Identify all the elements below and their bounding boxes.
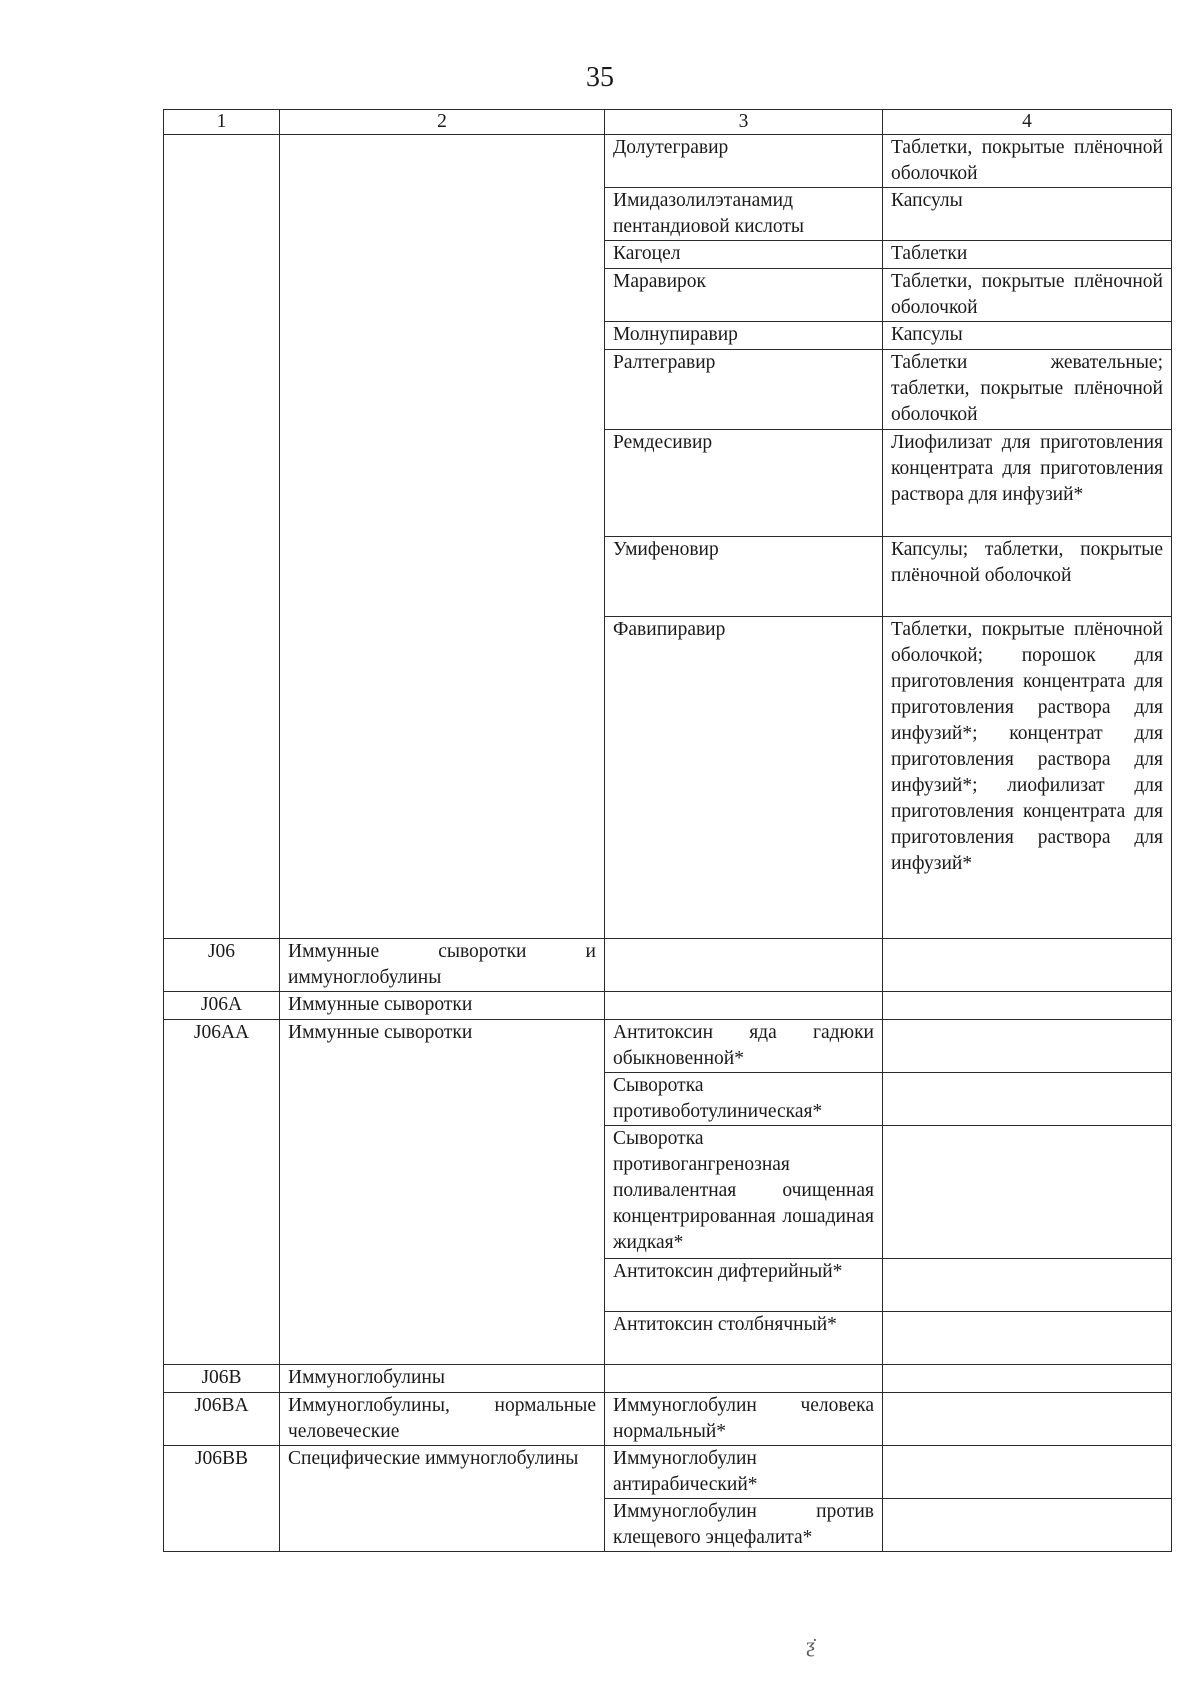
group-cell: Специфические иммуноглобулины bbox=[280, 1446, 605, 1552]
drug-cell: Долутегравир bbox=[605, 135, 883, 188]
dosage-form-cell bbox=[883, 992, 1172, 1020]
dosage-form-cell: Капсулы bbox=[883, 322, 1172, 350]
dosage-form-cell bbox=[883, 1312, 1172, 1365]
drug-cell: Молнупиравир bbox=[605, 322, 883, 350]
column-header-2: 2 bbox=[280, 110, 605, 135]
column-header-4: 4 bbox=[883, 110, 1172, 135]
group-cell: Иммуноглобулины, нормальные человеческие bbox=[280, 1393, 605, 1446]
drug-cell: Фавипиравир bbox=[605, 617, 883, 939]
dosage-form-cell bbox=[883, 939, 1172, 992]
table-row bbox=[164, 1393, 1172, 1446]
dosage-form-cell bbox=[883, 1126, 1172, 1259]
group-cell: Иммунные сыворотки bbox=[280, 992, 605, 1020]
atc-code-cell: J06AA bbox=[164, 1020, 280, 1365]
table-row bbox=[164, 992, 1172, 1020]
dosage-form-cell: Таблетки, покрытые плёночной оболочкой bbox=[883, 135, 1172, 188]
table-row bbox=[164, 939, 1172, 992]
drug-cell: Сыворотка противоботулиническая* bbox=[605, 1073, 883, 1126]
table-row bbox=[164, 1446, 1172, 1499]
dosage-form-cell: Капсулы; таблетки, покрытые плёночной оболочкой bbox=[883, 537, 1172, 617]
dosage-form-cell: Таблетки, покрытые плёночной оболочкой; порошок для приготовления концентрата для приготовления раствора для инфузий*; концентрат для приготовления раствора для инфузий*; лиофилизат для приготовления концентрата для приготовления раствора для инфузий* bbox=[883, 617, 1172, 939]
drug-cell: Иммуноглобулин против клещевого энцефалита* bbox=[605, 1499, 883, 1552]
drug-cell: Сыворотка противогангренозная поливалентная очищенная концентрированная лошадиная жидкая* bbox=[605, 1126, 883, 1259]
handwritten-mark: ƺ̇ bbox=[806, 1635, 815, 1657]
drug-cell: Антитоксин дифтерийный* bbox=[605, 1259, 883, 1312]
drug-cell bbox=[605, 939, 883, 992]
dosage-form-cell bbox=[883, 1446, 1172, 1499]
drug-cell: Антитоксин столбнячный* bbox=[605, 1312, 883, 1365]
drug-cell: Антитоксин яда гадюки обыкновенной* bbox=[605, 1020, 883, 1073]
drug-cell: Ремдесивир bbox=[605, 430, 883, 537]
dosage-form-cell: Лиофилизат для приготовления концентрата для приготовления раствора для инфузий* bbox=[883, 430, 1172, 537]
dosage-form-cell: Капсулы bbox=[883, 188, 1172, 241]
dosage-form-cell: Таблетки жевательные; таблетки, покрытые плёночной оболочкой bbox=[883, 350, 1172, 430]
medicines-table bbox=[163, 109, 1172, 1552]
drug-cell: Иммуноглобулин человека нормальный* bbox=[605, 1393, 883, 1446]
group-cell: Иммунные сыворотки и иммуноглобулины bbox=[280, 939, 605, 992]
dosage-form-cell: Таблетки, покрытые плёночной оболочкой bbox=[883, 269, 1172, 322]
dosage-form-cell bbox=[883, 1393, 1172, 1446]
drug-cell: Иммуноглобулин антирабический* bbox=[605, 1446, 883, 1499]
dosage-form-cell bbox=[883, 1020, 1172, 1073]
page-number: 35 bbox=[586, 62, 614, 93]
atc-code-cell: J06 bbox=[164, 939, 280, 992]
drug-cell bbox=[605, 1365, 883, 1393]
atc-code-cell: J06A bbox=[164, 992, 280, 1020]
drug-cell: Маравирок bbox=[605, 269, 883, 322]
column-header-3: 3 bbox=[605, 110, 883, 135]
drug-cell: Умифеновир bbox=[605, 537, 883, 617]
drug-cell: Ралтегравир bbox=[605, 350, 883, 430]
drug-cell bbox=[605, 992, 883, 1020]
group-cell: Иммунные сыворотки bbox=[280, 1020, 605, 1365]
table-row bbox=[164, 1365, 1172, 1393]
group-cell: Иммуноглобулины bbox=[280, 1365, 605, 1393]
table-header bbox=[164, 110, 1172, 135]
atc-code-cell bbox=[164, 135, 280, 939]
atc-code-cell: J06BB bbox=[164, 1446, 280, 1552]
table-body bbox=[164, 135, 1172, 1552]
atc-code-cell: J06BA bbox=[164, 1393, 280, 1446]
dosage-form-cell: Таблетки bbox=[883, 241, 1172, 269]
drug-cell: Кагоцел bbox=[605, 241, 883, 269]
column-header-1: 1 bbox=[164, 110, 280, 135]
dosage-form-cell bbox=[883, 1259, 1172, 1312]
atc-code-cell: J06B bbox=[164, 1365, 280, 1393]
table-row bbox=[164, 1020, 1172, 1073]
table-row bbox=[164, 135, 1172, 188]
dosage-form-cell bbox=[883, 1073, 1172, 1126]
dosage-form-cell bbox=[883, 1499, 1172, 1552]
drug-cell: Имидазолилэтанамид пентандиовой кислоты bbox=[605, 188, 883, 241]
header-row bbox=[164, 110, 1172, 135]
group-cell bbox=[280, 135, 605, 939]
dosage-form-cell bbox=[883, 1365, 1172, 1393]
